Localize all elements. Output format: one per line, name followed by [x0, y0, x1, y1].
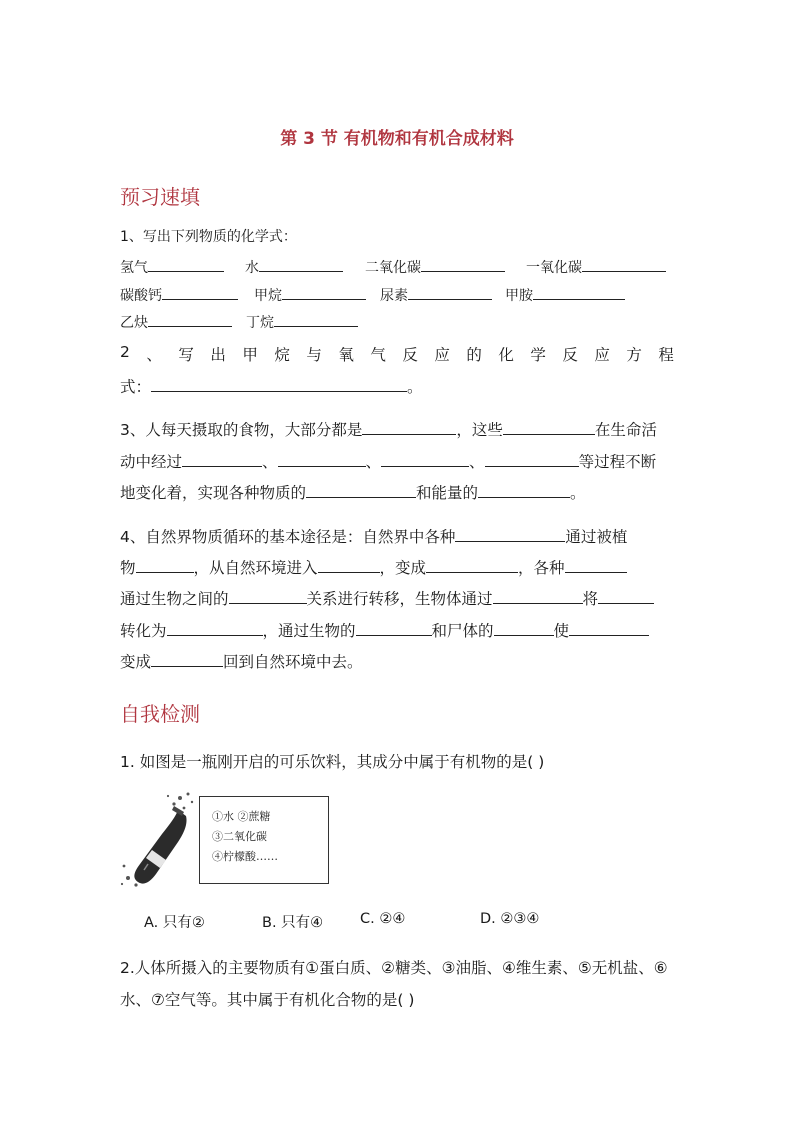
q2-char: 反: [402, 346, 418, 364]
answer-blank[interactable]: [356, 620, 432, 636]
answer-blank[interactable]: [582, 256, 666, 272]
option-b[interactable]: B. 只有④: [262, 915, 324, 931]
q2-char: 的: [466, 346, 482, 364]
option-c[interactable]: C. ②④: [360, 911, 406, 927]
ingredient-line: ④柠檬酸……: [212, 850, 278, 863]
selftest-q2-line1: 2.人体所摄入的主要物质有①蛋白质、②糖类、③油脂、④维生素、⑤无机盐、⑥: [120, 959, 668, 977]
q2-char: 化: [498, 346, 514, 364]
q4-line1: 4、自然界物质循环的基本途径是：自然界中各种 通过被植: [120, 528, 628, 546]
q2-char: 程: [658, 346, 674, 364]
q2-char: 氧: [338, 346, 354, 364]
q2-line2: 式： 。: [120, 378, 423, 396]
answer-blank[interactable]: [259, 256, 343, 272]
answer-blank[interactable]: [318, 557, 380, 573]
answer-blank[interactable]: [381, 451, 469, 467]
answer-blank[interactable]: [485, 451, 579, 467]
section-heading-preview: 预习速填: [120, 185, 200, 209]
formula-item-butane: 丁烷: [246, 311, 358, 332]
answer-blank[interactable]: [494, 620, 554, 636]
q2-char: 、: [146, 346, 162, 364]
option-a[interactable]: A. 只有②: [144, 915, 205, 931]
q2-char: 2: [120, 343, 130, 361]
q4-line4: 转化为 ，通过生物的 和尸体的 使: [120, 619, 674, 641]
answer-blank[interactable]: [162, 284, 238, 300]
formula-item-urea: 尿素: [380, 284, 492, 305]
answer-blank[interactable]: [229, 588, 307, 604]
ingredient-box: [199, 796, 329, 884]
q4-line5: 变成 回到自然环境中去。: [120, 653, 363, 671]
answer-blank[interactable]: [167, 620, 263, 636]
answer-blank[interactable]: [503, 419, 595, 435]
answer-blank[interactable]: [148, 311, 232, 327]
formula-item-acetylene: 乙炔: [120, 311, 232, 332]
q2-line1: [120, 343, 674, 365]
answer-blank[interactable]: [455, 526, 565, 542]
q2-char: 气: [370, 346, 386, 364]
formula-item-methane: 甲烷: [254, 284, 366, 305]
answer-blank[interactable]: [274, 311, 358, 327]
q3-line2: 动中经过 、 、 、 等过程不断: [120, 453, 657, 471]
ingredient-line: ③二氧化碳: [212, 830, 267, 843]
q3-line1: 3、人每天摄取的食物，大部分都是 ，这些 在生命活: [120, 421, 657, 439]
formula-item-co: 一氧化碳: [526, 256, 666, 277]
q2-char: 应: [594, 346, 610, 364]
ingredient-line: ①水 ②蔗糖: [212, 810, 271, 823]
answer-blank[interactable]: [148, 256, 224, 272]
q2-char: 写: [178, 346, 194, 364]
answer-blank[interactable]: [478, 482, 570, 498]
q2-char: 与: [306, 346, 322, 364]
answer-blank[interactable]: [182, 451, 262, 467]
q2-char: 烷: [274, 346, 290, 364]
answer-blank[interactable]: [136, 557, 194, 573]
cola-bottle-icon: [118, 790, 208, 890]
answer-blank[interactable]: [282, 284, 366, 300]
answer-blank[interactable]: [493, 588, 583, 604]
selftest-q2-line2: 水、⑦空气等。其中属于有机化合物的是( ): [120, 991, 415, 1009]
formula-item-caco3: 碳酸钙: [120, 284, 238, 305]
q4-line2: 物 ，从自然环境进入 ，变成 ，各种: [120, 556, 674, 578]
answer-blank[interactable]: [151, 651, 223, 667]
q2-char: 反: [562, 346, 578, 364]
q2-char: 学: [530, 346, 546, 364]
section-heading-selftest: 自我检测: [120, 702, 200, 726]
q3-line3: 地变化着，实现各种物质的 和能量的 。: [120, 484, 586, 502]
q4-line3: 通过生物之间的 关系进行转移，生物体通过 将: [120, 587, 674, 609]
q2-char: 甲: [242, 346, 258, 364]
answer-blank[interactable]: [569, 620, 649, 636]
q2-char: 方: [626, 346, 642, 364]
page-title: 第 3 节 有机物和有机合成材料: [280, 129, 514, 149]
answer-blank[interactable]: [421, 256, 505, 272]
option-d[interactable]: D. ②③④: [480, 911, 540, 927]
q2-char: 出: [210, 346, 226, 364]
answer-blank[interactable]: [565, 557, 627, 573]
q1-prompt: 1、写出下列物质的化学式：: [120, 229, 297, 245]
formula-item-methylamine: 甲胺: [505, 284, 625, 305]
formula-item-water: 水: [245, 256, 343, 277]
answer-blank[interactable]: [408, 284, 492, 300]
answer-blank[interactable]: [306, 482, 416, 498]
cola-figure: [118, 790, 330, 890]
answer-blank[interactable]: [533, 284, 625, 300]
answer-blank[interactable]: [362, 419, 456, 435]
answer-blank[interactable]: [598, 588, 654, 604]
answer-blank[interactable]: [278, 451, 366, 467]
answer-blank[interactable]: [426, 557, 518, 573]
answer-blank[interactable]: [151, 376, 407, 392]
q2-char: 应: [434, 346, 450, 364]
formula-item-co2: 二氧化碳: [365, 256, 505, 277]
formula-item-hydrogen: 氢气: [120, 256, 224, 277]
selftest-q1-text: 1. 如图是一瓶刚开启的可乐饮料，其成分中属于有机物的是( ): [120, 753, 545, 771]
